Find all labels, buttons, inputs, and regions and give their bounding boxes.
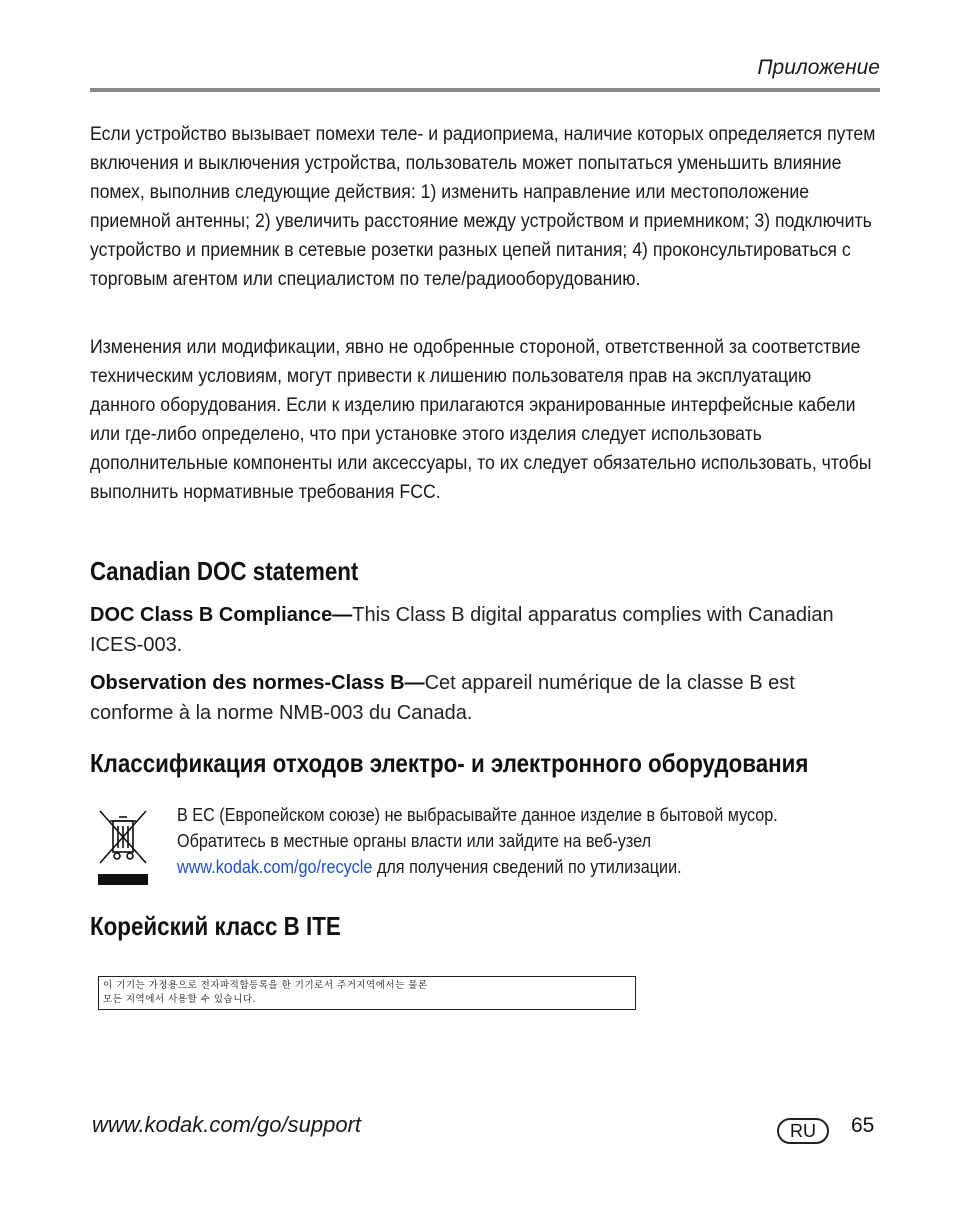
doc-french-paragraph	[90, 668, 880, 728]
korean-class-b-heading: Корейский класс B ITE	[90, 911, 341, 941]
doc-class-b-text: This Class B digital apparatus complies with Canadian ICES-003.	[90, 604, 834, 656]
language-badge: RU	[777, 1118, 829, 1144]
fcc-paragraph-2: Изменения или модификации, явно не одобренные стороной, ответственной за соответствие техническим условиям, могут привести к лишению пользователя прав на эксплуатацию данного оборудования. Если к изделию прилагаются экранированные интерфейсные кабели или где-либо определено, что при установке этого изделия следует использовать дополнительные компоненты или аксессуары, то их следует обязательно использовать, чтобы выполнить нормативные требования FCC.	[90, 337, 872, 503]
korean-notice-line-2: 모든 지역에서 사용할 수 있습니다.	[103, 994, 257, 1005]
weee-text	[177, 802, 861, 880]
weee-heading: Классификация отходов электро- и электронного оборудования	[90, 748, 809, 778]
crossed-out-wheelie-bin-icon	[97, 808, 149, 888]
weee-text-before: В ЕС (Европейском союзе) не выбрасывайте данное изделие в бытовой мусор. Обратитесь в местные органы власти или зайдите на веб-узел	[177, 805, 778, 851]
doc-class-b-paragraph	[90, 600, 880, 660]
doc-french-text: Cet appareil numérique de la classe B est conforme à la norme NMB-003 du Canada.	[90, 672, 795, 724]
weee-text-after: для получения сведений по утилизации.	[372, 857, 682, 877]
korean-notice-line-1: 이 기기는 가정용으로 전자파적합등록을 한 기기로서 주거지역에서는 물론	[103, 980, 428, 991]
fcc-paragraph-1: Если устройство вызывает помехи теле- и радиоприема, наличие которых определяется путем включения и выключения устройства, пользователь может попытаться уменьшить влияние помех, выполнив следующие действия: 1) изменить направление или местоположение приемной антенны; 2) увеличить расстояние между устройством и приемником; 3) подключить устройство и приемник в сетевые розетки разных цепей питания; 4) проконсультироваться с торговым агентом или специалистом по теле/радиооборудованию.	[90, 124, 876, 290]
doc-french-label: Observation des normes-Class B—	[90, 672, 425, 694]
running-header-title: Приложение	[757, 56, 880, 79]
footer-support-url: www.kodak.com/go/support	[92, 1112, 362, 1137]
recycle-link[interactable]: www.kodak.com/go/recycle	[177, 857, 373, 877]
doc-class-b-label: DOC Class B Compliance—	[90, 604, 353, 626]
canadian-doc-heading: Canadian DOC statement	[90, 556, 359, 586]
header-rule	[90, 88, 880, 92]
korean-notice-box	[98, 976, 636, 1010]
page-number: 65	[851, 1114, 875, 1137]
